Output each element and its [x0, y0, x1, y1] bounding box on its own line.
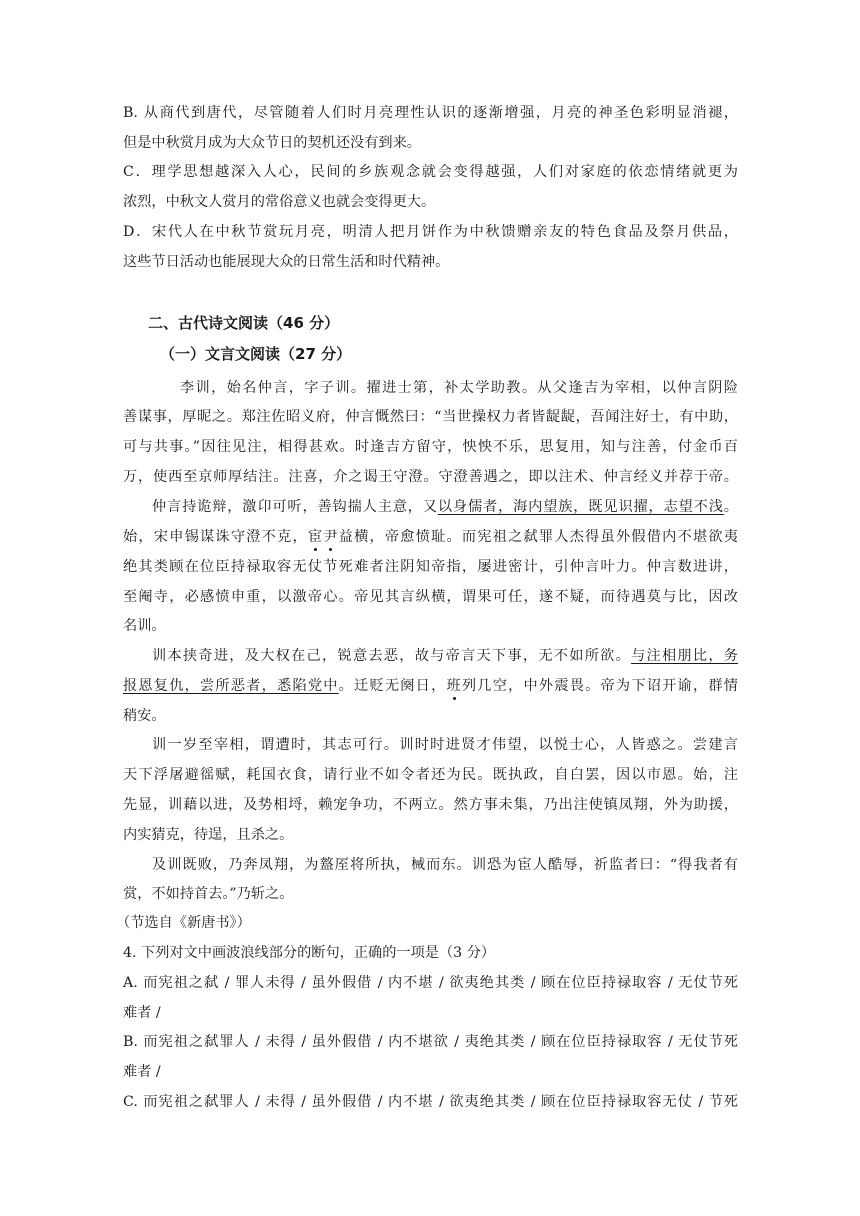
passage-p1-line-3: 可与共事。”因往见注，相得甚欢。时逢吉方留守，怏怏不乐，思复用，知与注善，付金币百	[123, 439, 738, 455]
passage-p3-line-1	[152, 649, 738, 663]
passage-p4-line-2: 天下浮屠避徭赋，耗国衣食，请行业不如令者还为民。既执政，自白罢，因以市恩。始，注	[123, 767, 738, 783]
passage-p3-line-2	[123, 679, 738, 693]
question-4-option-b-line-1: B. 而宪祖之弑罪人 / 未得 / 虽外假借 / 内不堪欲 / 夷绝其类 / 顾在位臣持禄取容 / 无仗节死	[123, 1034, 738, 1050]
passage-text: 。迁贬无阕日，	[338, 678, 447, 694]
passage-p4-line-1: 训一岁至宰相，谓遭时，其志可行。训时时进贤才伟望，以悦士心，人皆惑之。尝建言	[152, 737, 738, 753]
passage-p1-line-4: 万，使西至京师厚结注。注喜，介之谒王守澄。守澄善遇之，即以注术、仲言经义并荐于帝。	[123, 469, 738, 485]
passage-text: 仲言持诡辩，激卬可听，善钩揣人主意，又	[152, 499, 438, 515]
dotted-character: 宦	[307, 529, 324, 545]
passage-text: 始，宋申锡谋诛守澄不克，	[123, 529, 308, 545]
passage-text: 。	[723, 499, 738, 515]
passage-p2-line-4: 至阉寺，必感愤申重，以激帝心。帝见其言纵横，谓果可任，遂不疑，而待遇莫与比，因改	[123, 589, 738, 605]
dotted-character: 尹	[323, 529, 339, 545]
underlined-sentence: 与注相朋比，务	[631, 648, 738, 664]
passage-p2-line-3: 绝其类顾在位臣持禄取容无仗节死难者注阴知帝指，屡进密计，引仲言叶力。仲言数进讲，	[123, 559, 738, 575]
passage-p1-line-1: 李训，始名仲言，字子训。擢进士第，补太学助教。从父逢吉为宰相，以仲言阴险	[180, 380, 738, 396]
passage-text: 益横，帝愈愤耻。而宪祖之弑罪人杰得虽外假借内不堪欲夷	[338, 529, 738, 545]
question-4-option-a-line-1: A. 而宪祖之弑 / 罪人未得 / 虽外假借 / 内不堪 / 欲夷绝其类 / 顾在位臣持禄取容 / 无仗节死	[123, 975, 738, 991]
section-subheading: （一）文言文阅读（27 分）	[160, 345, 352, 363]
question-4-option-a-line-2: 难者 /	[123, 1005, 161, 1021]
option-d-line-1: D．宋代人在中秋节赏玩月亮，明清人把月饼作为中秋馈赠亲友的特色食品及祭月供品，	[123, 224, 738, 240]
passage-source: （节选自《新唐书》）	[116, 915, 251, 931]
passage-p4-line-4: 内实猜克，待逞，且杀之。	[123, 827, 294, 843]
dotted-character: 班	[446, 678, 462, 694]
passage-text: 列几空，中外震畏。帝为下诏开谕，群情	[461, 678, 738, 694]
option-d-line-2: 这些节日活动也能展现大众的日常生活和时代精神。	[123, 254, 450, 270]
passage-p2-line-5: 名训。	[123, 618, 166, 634]
question-4-option-c-line-1: C. 而宪祖之弑罪人 / 未得 / 虽外假借 / 内不堪 / 欲夷绝其类 / 顾在位臣持禄取容无仗 / 节死	[123, 1094, 738, 1110]
section-heading: 二、古代诗文阅读（46 分）	[148, 314, 340, 332]
passage-p3-line-3: 稍安。	[123, 708, 166, 724]
question-4-stem: 4. 下列对文中画波浪线部分的断句，正确的一项是（3 分）	[123, 945, 496, 961]
passage-p2-line-2	[123, 530, 738, 544]
passage-p5-line-1: 及训既败，乃奔凤翔，为盩厔将所执，械而东。训恐为宦人酷辱，祈监者曰：“得我者有	[152, 857, 738, 873]
passage-p1-line-2: 善谋事，厚昵之。郑注佐昭义府，仲言慨然曰：“当世操权力者皆龊龊，吾闻注好士，有中助，	[123, 409, 738, 425]
option-c-line-1: C．理学思想越深入人心，民间的乡族观念就会变得越强，人们对家庭的依恋情绪就更为	[123, 164, 738, 180]
underlined-sentence: 报恩复仇，尝所恶者，悉陷党中	[123, 678, 339, 694]
question-4-option-b-line-2: 难者 /	[123, 1064, 161, 1080]
passage-p4-line-3: 先显，训藉以进，及势相埒，赖宠争功，不两立。然方事未集，乃出注使镇凤翔，外为助援，	[123, 797, 738, 813]
passage-text: 训本挟奇进，及大权在己，锐意去恶，故与帝言天下事，无不如所欲。	[152, 648, 632, 664]
option-c-line-2: 浓烈，中秋文人赏月的常俗意义也就会变得更大。	[123, 194, 436, 210]
passage-p2-line-1	[152, 500, 738, 514]
option-b-line-2: 但是中秋赏月成为大众节日的契机还没有到来。	[123, 135, 421, 151]
underlined-sentence: 以身儒者，海内望族，既见识擢，志望不浅	[437, 499, 724, 515]
option-b-line-1: B. 从商代到唐代，尽管随着人们时月亮理性认识的逐渐增强，月亮的神圣色彩明显消褪，	[123, 105, 738, 121]
passage-p5-line-2: 赏，不如持首去。”乃斩之。	[123, 886, 294, 902]
